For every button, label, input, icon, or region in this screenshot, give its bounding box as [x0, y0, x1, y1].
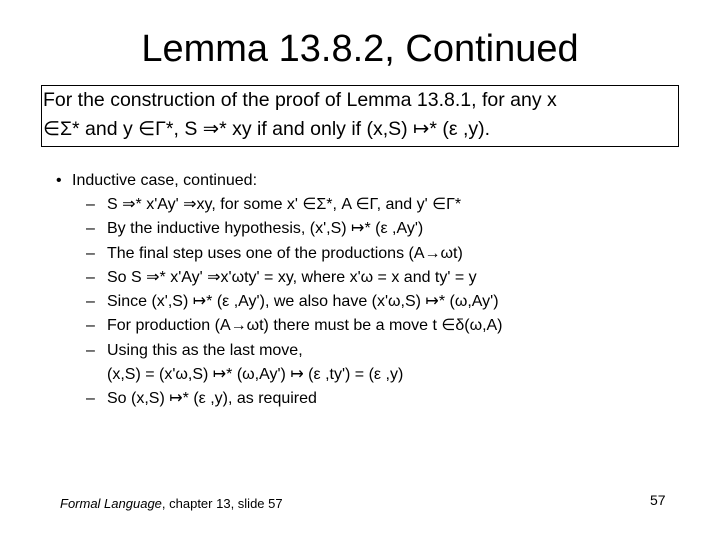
footer — [60, 496, 283, 511]
sub-item — [86, 290, 503, 314]
dash-icon: – — [86, 341, 95, 359]
lemma-statement-box — [41, 85, 679, 147]
sub-item-text: Since (x',S) ↦* (ε ,Ay'), we also have (x'ω,S) ↦* (ω,Ay') — [107, 293, 499, 311]
dash-icon: – — [86, 268, 95, 286]
sub-item-text: The final step uses one of the productions (A→ωt) — [107, 244, 463, 262]
sub-item-list — [86, 193, 503, 412]
dash-icon: – — [86, 293, 95, 311]
sub-item — [86, 242, 503, 266]
sub-item — [86, 266, 503, 290]
sub-item-text: For production (A→ωt) there must be a move t ∈δ(ω,A) — [107, 317, 503, 335]
sub-item-text: So S ⇒* x'Ay' ⇒x'ωty' = xy, where x'ω = x and ty' = y — [107, 268, 477, 286]
continuation-text: (x,S) = (x'ω,S) ↦* (ω,Ay') ↦ (ε ,ty') = (ε ,y) — [107, 366, 404, 384]
sub-item — [86, 314, 503, 338]
sub-item-text: Using this as the last move, — [107, 341, 303, 359]
slide-number: 57 — [650, 492, 666, 508]
lemma-line-2: ∈Σ* and y ∈Γ*, S ⇒* xy if and only if (x,S) ↦* (ε ,y). — [43, 118, 491, 140]
lemma-line-1: For the construction of the proof of Lemma 13.8.1, for any x — [43, 89, 557, 111]
sub-item-text: So (x,S) ↦* (ε ,y), as required — [107, 390, 317, 408]
bullet-dot-icon: • — [56, 172, 62, 189]
sub-item-text: By the inductive hypothesis, (x',S) ↦* (ε ,Ay') — [107, 220, 424, 238]
sub-item — [86, 193, 503, 217]
bullet-text: Inductive case, continued: — [72, 172, 258, 189]
slide-title: Lemma 13.8.2, Continued — [141, 28, 579, 70]
footer-rest: , chapter 13, slide 57 — [161, 496, 283, 511]
sub-item — [86, 339, 503, 363]
bullet-inductive-case — [56, 171, 257, 191]
dash-icon: – — [86, 220, 95, 238]
sub-item — [86, 217, 503, 241]
dash-icon: – — [86, 317, 95, 335]
sub-item-text: S ⇒* x'Ay' ⇒xy, for some x' ∈Σ*, A ∈Γ, and y' ∈Γ* — [107, 196, 462, 213]
dash-icon: – — [86, 196, 95, 213]
sub-item — [86, 387, 503, 411]
dash-icon: – — [86, 244, 95, 262]
sub-item-continuation — [86, 363, 503, 387]
footer-title: Formal Language — [60, 496, 162, 511]
dash-icon: – — [86, 390, 95, 408]
